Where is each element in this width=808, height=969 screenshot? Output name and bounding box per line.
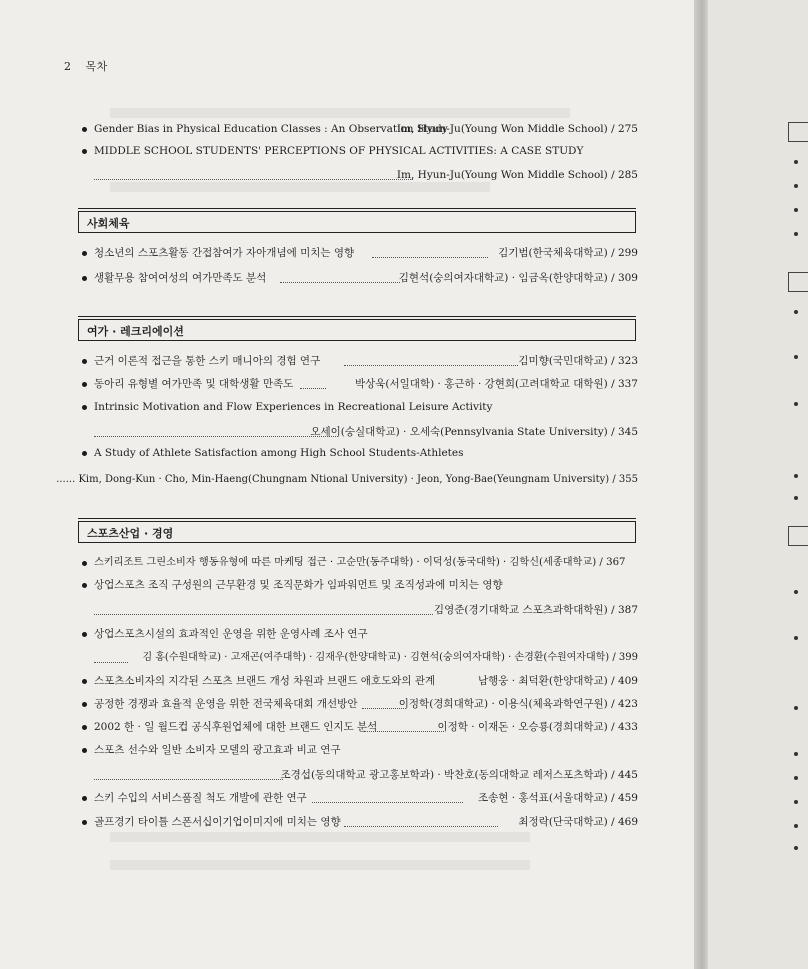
leader-dots bbox=[94, 435, 338, 437]
bullet-icon bbox=[82, 820, 87, 825]
entry-title: 상업스포츠 조직 구성원의 근무환경 및 조직문화가 임파워먼트 및 조직성과에 미치는 영향 bbox=[94, 579, 503, 591]
section-label: 여가 · 레크리에이션 bbox=[87, 325, 184, 338]
bullet-icon bbox=[82, 127, 87, 132]
bullet-icon bbox=[82, 149, 87, 154]
entry-author-page: 이정학 · 이재돈 · 오승룡(경희대학교) / 433 bbox=[437, 721, 638, 733]
bullet-icon bbox=[82, 725, 87, 730]
bullet-icon bbox=[82, 679, 87, 684]
entry-author-page: 최정락(단국대학교) / 469 bbox=[518, 816, 638, 828]
leader-dots bbox=[94, 613, 433, 615]
section-rule bbox=[78, 208, 636, 212]
entry-author-page: 조경섭(동의대학교 광고홍보학과) · 박찬호(동의대학교 레저스포츠학과) / 445 bbox=[280, 769, 638, 781]
section-header bbox=[78, 521, 636, 543]
entry-author-page: 김 홍(수원대학교) · 고재곤(여주대학) · 김재우(한양대학교) · 김현석(숭의여자대학) · 손경환(수원여자대학) / 399 bbox=[142, 652, 638, 663]
facing-section-box bbox=[788, 272, 808, 292]
entry-title: Gender Bias in Physical Education Classes : An Observation Study bbox=[94, 123, 448, 135]
entry-author-page: 박상욱(서일대학) · 홍근하 · 강현희(고려대학교 대학원) / 337 bbox=[354, 378, 638, 390]
bullet-icon bbox=[82, 632, 87, 637]
bleed-through bbox=[110, 182, 490, 192]
entry-author-page: Im, Hyun-Ju(Young Won Middle School) / 285 bbox=[396, 169, 638, 181]
section-rule bbox=[78, 518, 636, 522]
entry-title: A Study of Athlete Satisfaction among High School Students-Athletes bbox=[94, 447, 464, 459]
facing-bullet bbox=[794, 232, 798, 236]
entry-author-page: 이정학(경희대학교) · 이용식(체육과학연구원) / 423 bbox=[398, 698, 638, 710]
entry-author-page: Im, Hyun-Ju(Young Won Middle School) / 275 bbox=[396, 123, 638, 135]
bleed-through bbox=[110, 108, 570, 118]
entry-author-page: 김현석(숭의여자대학교) · 임금옥(한양대학교) / 309 bbox=[398, 272, 638, 284]
facing-bullet bbox=[794, 310, 798, 314]
entry-author-page: ...... Kim, Dong-Kun · Cho, Min-Haeng(Chungnam Ntional University) · Jeon, Yong-Bae(Yeungnam University) / 355 bbox=[56, 474, 638, 485]
bullet-icon bbox=[82, 451, 87, 456]
entry-title: 근거 이론적 접근을 통한 스키 매니아의 경험 연구 bbox=[94, 355, 321, 367]
leader-dots bbox=[344, 364, 518, 366]
leader-dots bbox=[312, 801, 463, 803]
bleed-through bbox=[110, 832, 530, 842]
facing-bullet bbox=[794, 752, 798, 756]
bleed-through bbox=[110, 860, 530, 870]
facing-page-edge bbox=[708, 0, 808, 969]
entry-author-page: 남행웅 · 최덕환(한양대학교) / 409 bbox=[477, 675, 638, 687]
section-rule bbox=[78, 316, 636, 320]
leader-dots bbox=[94, 178, 413, 180]
facing-bullet bbox=[794, 496, 798, 500]
bullet-icon bbox=[82, 748, 87, 753]
entry-title: 상업스포츠시설의 효과적인 운영을 위한 운영사례 조사 연구 bbox=[94, 628, 368, 640]
section-label: 사회체육 bbox=[87, 217, 130, 230]
leader-dots bbox=[300, 387, 326, 389]
facing-bullet bbox=[794, 160, 798, 164]
facing-bullet bbox=[794, 590, 798, 594]
facing-bullet bbox=[794, 355, 798, 359]
bullet-icon bbox=[82, 276, 87, 281]
facing-bullet bbox=[794, 636, 798, 640]
bullet-icon bbox=[82, 405, 87, 410]
leader-dots bbox=[94, 778, 283, 780]
chapter-title: 목차 bbox=[85, 60, 108, 73]
section-header bbox=[78, 319, 636, 341]
bullet-icon bbox=[82, 359, 87, 364]
facing-bullet bbox=[794, 208, 798, 212]
facing-bullet bbox=[794, 846, 798, 850]
page-number: 2 bbox=[64, 60, 72, 73]
facing-bullet bbox=[794, 706, 798, 710]
entry-title: Intrinsic Motivation and Flow Experiences in Recreational Leisure Activity bbox=[94, 401, 493, 413]
bullet-icon bbox=[82, 796, 87, 801]
facing-section-box bbox=[788, 122, 808, 142]
section-header bbox=[78, 211, 636, 233]
leader-dots bbox=[372, 256, 488, 258]
facing-bullet bbox=[794, 800, 798, 804]
bullet-icon bbox=[82, 561, 87, 566]
entry-title: 2002 한 · 일 월드컵 공식후원업체에 대한 브랜드 인지도 분석 bbox=[94, 721, 378, 733]
facing-bullet bbox=[794, 184, 798, 188]
entry-author-page: 김영준(경기대학교 스포츠과학대학원) / 387 bbox=[433, 604, 638, 616]
facing-bullet bbox=[794, 474, 798, 478]
leader-dots bbox=[280, 281, 400, 283]
bullet-icon bbox=[82, 251, 87, 256]
entry-title: 생활무용 참여여성의 여가만족도 분석 bbox=[94, 272, 267, 284]
entry-title: 스포츠소비자의 지각된 스포츠 브랜드 개성 차원과 브랜드 애호도와의 관계 bbox=[94, 675, 436, 687]
facing-bullet bbox=[794, 402, 798, 406]
entry-author-page: 조송현 · 홍석표(서울대학교) / 459 bbox=[477, 792, 638, 804]
running-head bbox=[64, 58, 118, 74]
entry-title: MIDDLE SCHOOL STUDENTS' PERCEPTIONS OF PHYSICAL ACTIVITIES: A CASE STUDY bbox=[94, 145, 584, 157]
entry-author-page: 오세이(숭실대학교) · 오세숙(Pennsylvania State University) / 345 bbox=[310, 426, 638, 438]
bullet-icon bbox=[82, 583, 87, 588]
bullet-icon bbox=[82, 702, 87, 707]
facing-bullet bbox=[794, 824, 798, 828]
book-gutter bbox=[694, 0, 708, 969]
section-label: 스포츠산업 · 경영 bbox=[87, 527, 174, 540]
facing-bullet bbox=[794, 776, 798, 780]
entry-title: 공정한 경쟁과 효율적 운영을 위한 전국체육대회 개선방안 bbox=[94, 698, 358, 710]
entry-title: 청소년의 스포츠활동 간접참여가 자아개념에 미치는 영향 bbox=[94, 247, 355, 259]
entry-title: 스키리조트 그린소비자 행동유형에 따른 마케팅 접근 · 고순만(동주대학) · 이덕성(동국대학) · 김학신(세종대학교) / 367 bbox=[94, 557, 626, 568]
facing-section-box bbox=[788, 526, 808, 546]
leader-dots bbox=[364, 730, 444, 732]
entry-author-page: 김기범(한국체육대학교) / 299 bbox=[498, 247, 638, 259]
leader-dots bbox=[94, 661, 128, 663]
entry-author-page: 김미향(국민대학교) / 323 bbox=[518, 355, 638, 367]
leader-dots bbox=[344, 825, 498, 827]
entry-title: 스키 수입의 서비스품질 척도 개발에 관한 연구 bbox=[94, 792, 307, 804]
entry-title: 동아리 유형별 여가만족 및 대학생활 만족도 bbox=[94, 378, 294, 390]
entry-title: 골프경기 타이틀 스폰서십이기업이미지에 미치는 영향 bbox=[94, 816, 341, 828]
entry-title: 스포츠 선수와 일반 소비자 모델의 광고효과 비교 연구 bbox=[94, 744, 341, 756]
bullet-icon bbox=[82, 382, 87, 387]
